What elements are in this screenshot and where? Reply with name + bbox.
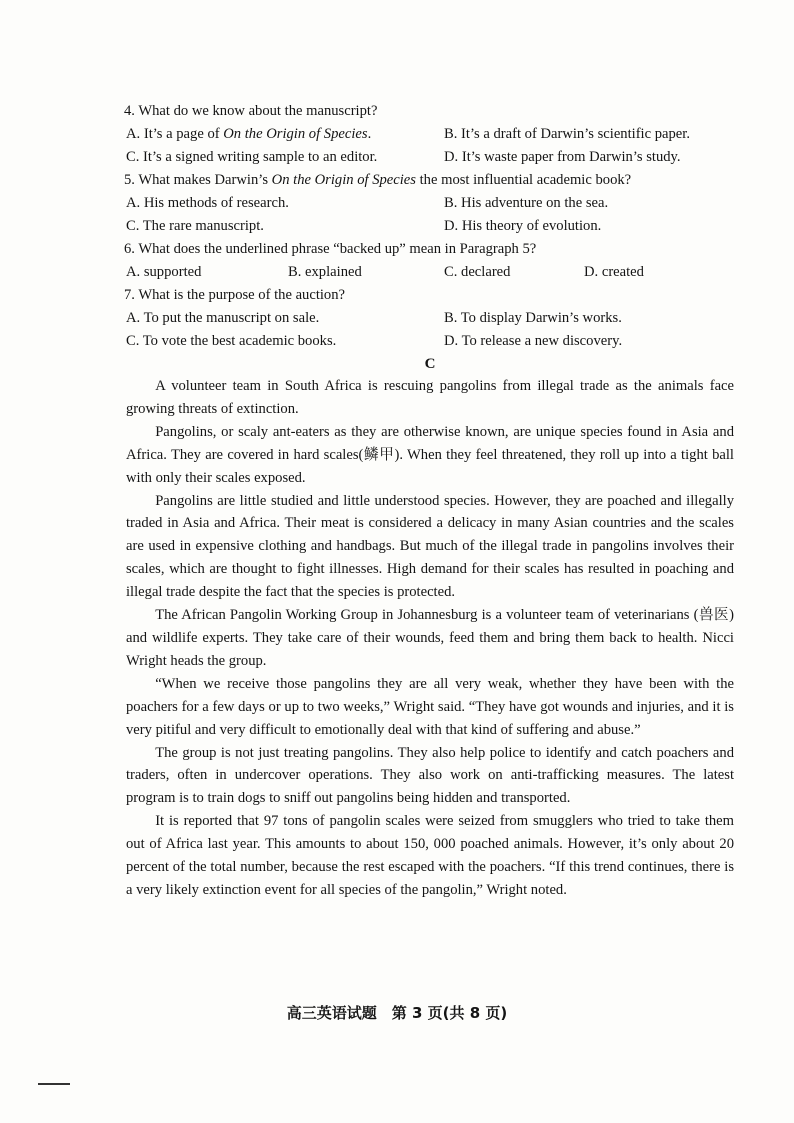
options-row (126, 307, 734, 330)
option-b: B. It’s a draft of Darwin’s scientific paper. (444, 126, 690, 142)
option-c: C. To vote the best academic books. (126, 333, 337, 349)
option-b: B. To display Darwin’s works. (444, 310, 622, 326)
option-c: C. The rare manuscript. (126, 218, 264, 234)
options-row (126, 146, 734, 169)
question-5 (126, 169, 734, 238)
exam-page (126, 100, 734, 902)
paragraph-7: It is reported that 97 tons of pangolin scales were seized from smugglers who tried to take them out of Africa last year. This amounts to about 150, 000 poached animals. However, it’s only about 20 percent of the total number, because the rest escaped with the poachers. “If this trend continues, there is a very likely extinction event for all species of the pangolin,” Wright noted. (126, 813, 734, 898)
option-d: D. To release a new discovery. (444, 333, 623, 349)
option-d: D. It’s waste paper from Darwin’s study. (444, 149, 681, 165)
option-b: B. explained (288, 264, 362, 280)
option-d: D. His theory of evolution. (444, 218, 602, 234)
question-6 (126, 238, 734, 284)
passage (126, 375, 734, 902)
book-title-italic: On the Origin of Species (271, 172, 416, 188)
question-stem: 6. What does the underlined phrase “backed up” mean in Paragraph 5? (124, 241, 537, 257)
scan-edge-mark (38, 1083, 70, 1085)
paragraph-3: Pangolins are little studied and little understood species. However, they are poached and illegally traded in Asia and Africa. Their meat is considered a delicacy in many Asian countries and the scales are used in expensive clothing and handbags. But much of the illegal trade in pangolins involves their scales, which are thought to fight illnesses. High demand for their scales has resulted in poaching and illegal trade despite the fact that the species is protected. (126, 492, 734, 601)
options-row (126, 330, 734, 353)
options-row (126, 261, 734, 284)
question-7 (126, 284, 734, 353)
paragraph-4: The African Pangolin Working Group in Johannesburg is a volunteer team of veterinarians (兽医) and wildlife experts. They take care of their wounds, feed them and bring them back to health. Nicci Wright heads the group. (126, 607, 734, 669)
option-a: A. It’s a page of On the Origin of Species. (126, 126, 372, 142)
question-stem: 7. What is the purpose of the auction? (124, 287, 346, 303)
question-stem: 5. What makes Darwin’s On the Origin of Species the most influential academic book? (124, 172, 632, 188)
option-a: A. supported (126, 264, 202, 280)
book-title-italic: On the Origin of Species (223, 126, 368, 142)
options-row (126, 123, 734, 146)
option-c: C. It’s a signed writing sample to an editor. (126, 149, 378, 165)
option-c: C. declared (444, 264, 511, 280)
question-stem: 4. What do we know about the manuscript? (124, 103, 378, 119)
paragraph-6: The group is not just treating pangolins. They also help police to identify and catch poachers and traders, often in undercover operations. They also work on anti-trafficking measures. The latest program is to train dogs to sniff out pangolins being hidden and transported. (126, 744, 734, 807)
option-b: B. His adventure on the sea. (444, 195, 609, 211)
paragraph-1: A volunteer team in South Africa is rescuing pangolins from illegal trade as the animals face growing threats of extinction. (126, 378, 734, 417)
section-label: C (424, 356, 436, 372)
page-footer: 高三英语试题 第 3 页(共 8 页) (286, 1004, 508, 1022)
option-a: A. To put the manuscript on sale. (126, 310, 320, 326)
question-4 (126, 100, 734, 169)
option-d: D. created (584, 264, 644, 280)
options-row (126, 215, 734, 238)
option-a: A. His methods of research. (126, 195, 289, 211)
paragraph-5: “When we receive those pangolins they are all very weak, whether they have been with the poachers for a few days or up to two weeks,” Wright said. “They have got wounds and injuries, and it is very pitiful and very difficult to emotionally deal with that kind of suffering and abuse.” (126, 675, 734, 738)
options-row (126, 192, 734, 215)
paragraph-2: Pangolins, or scaly ant-eaters as they are otherwise known, are unique species found in Asia and Africa. They are covered in hard scales(鳞甲). When they feel threatened, they roll up into a tight ball with only their scales exposed. (126, 423, 734, 486)
